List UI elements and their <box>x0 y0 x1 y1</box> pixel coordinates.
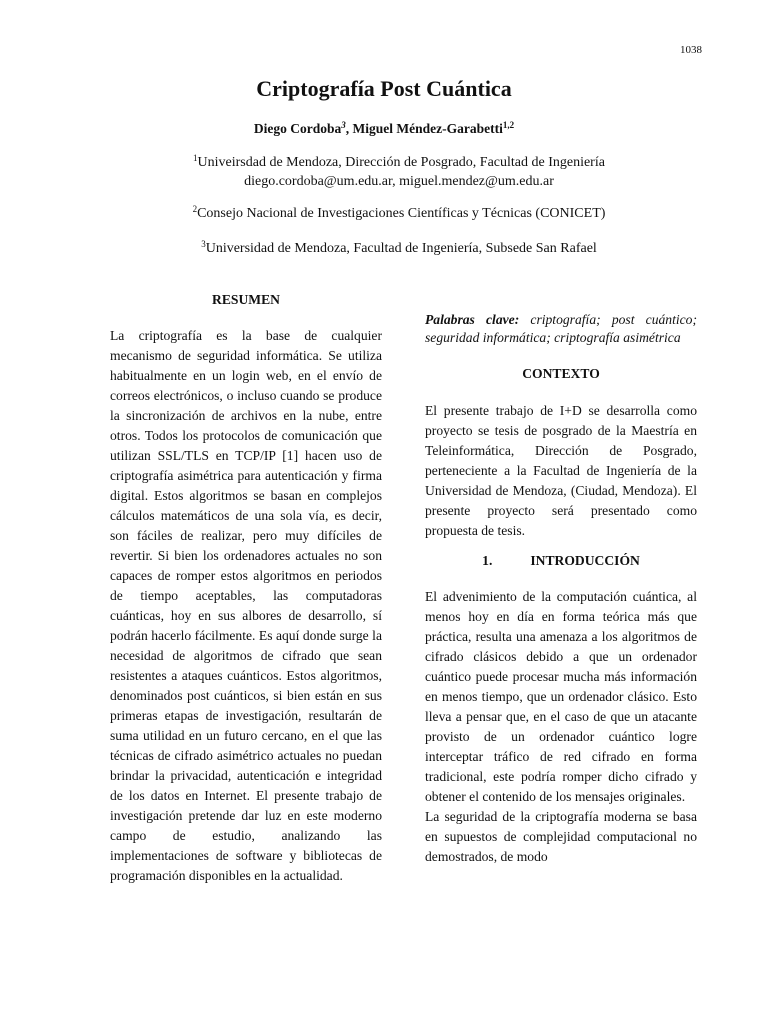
affiliation-1 <box>0 153 768 191</box>
affiliation-text: Consejo Nacional de Investigaciones Científicas y Técnicas (CONICET) <box>197 206 606 221</box>
author-name: Miguel Méndez-Garabetti <box>352 121 503 136</box>
author-list <box>0 121 768 137</box>
affiliation-3 <box>0 239 768 258</box>
author-separator: , <box>345 121 353 136</box>
paper-title: Criptografía Post Cuántica <box>256 76 512 101</box>
section-heading-contexto: CONTEXTO <box>522 366 600 381</box>
introduction-paragraph: El advenimiento de la computación cuántica, al menos hoy en día en forma teórica más que práctica, resulta una amenaza a los algoritmos de cifrado clásicos debido a que un ordenador cuántico puede procesar mucha más información en menos tiempo, que un ordenador clásico. Esto lleva a pensar que, en el caso de que un atacante provisto de un ordenador cuántico logre interceptar tráfico de red cifrado en forma tradicional, este podría romper dicho cifrado y obtener el contenido de los mensajes originales. <box>425 589 697 804</box>
keywords <box>425 311 697 347</box>
context-text: El presente trabajo de I+D se desarrolla como proyecto se tesis de posgrado de la Maestría en Teleinformática, Dirección de Posgrado, perteneciente a la Facultad de Ingeniería de la Universidad de Mendoza, (Ciudad, Mendoza). El presente proyecto será presentado como propuesta de tesis. <box>425 403 697 538</box>
affiliation-mark: 3 <box>201 239 206 249</box>
section-heading-resumen: RESUMEN <box>212 292 280 307</box>
abstract-text: La criptografía es la base de cualquier mecanismo de seguridad informática. Se utiliza habitualmente en un login web, en el envío de correos electrónicos, o incluso cuando se produce la sincronización de archivos en la nube, entre otros. Todos los protocolos de comunicación que utilizan SSL/TLS en TCP/IP [1] hacen uso de criptografía asimétrica para autenticación y firma digital. Estos algoritmos se basan en complejos cálculos matemáticos de una sola vía, es decir, son fáciles de realizar, pero muy difíciles de revertir. Si bien los ordenadores actuales no son capaces de romper estos algoritmos en periodos de tiempo aceptables, las computadoras cuánticas, hoy en sus albores de desarrollo, sí podrán hacerlo fácilmente. Es aquí donde surge la necesidad de algoritmos de cifrado que sean resistentes a ataques cuánticos. Estos algoritmos, denominados post cuánticos, si bien están en sus primeras etapas de investigación, resultarán de suma utilidad en un futuro cercano, en el que las técnicas de cifrado asimétrico actuales no puedan brindar la privacidad, autenticación e integridad de los datos en Internet. El presente trabajo de investigación pretende dar luz en este moderno campo de estudio, analizando las implementaciones de software y bibliotecas de programación disponibles en la actualidad. <box>110 328 382 883</box>
author-affiliation-mark: 1,2 <box>502 120 515 130</box>
affiliation-text: Univeirsdad de Mendoza, Dirección de Posgrado, Facultad de Ingeniería <box>197 155 605 170</box>
affiliation-mark: 1 <box>193 153 198 163</box>
affiliation-2 <box>0 204 768 223</box>
section-title: INTRODUCCIÓN <box>530 553 640 568</box>
left-column <box>110 290 382 886</box>
affiliation-mark: 2 <box>192 204 198 214</box>
keywords-label: Palabras clave: <box>425 312 520 327</box>
introduction-paragraph: La seguridad de la criptografía moderna se basa en supuestos de complejidad computacional no demostrados, de modo <box>425 809 697 864</box>
keywords-text: criptografía; post cuántico; seguridad informática; criptografía asimétrica <box>425 312 697 345</box>
author-affiliation-mark: 3 <box>341 120 346 130</box>
section-heading-introduccion <box>425 551 697 571</box>
page-number: 1038 <box>680 44 702 56</box>
affiliation-text: Universidad de Mendoza, Facultad de Ingeniería, Subsede San Rafael <box>205 241 597 256</box>
author-name: Diego Cordoba <box>253 121 342 136</box>
author-emails: diego.cordoba@um.edu.ar, miguel.mendez@um.edu.ar <box>244 174 554 189</box>
right-column <box>425 311 697 867</box>
section-number: 1. <box>482 553 493 568</box>
